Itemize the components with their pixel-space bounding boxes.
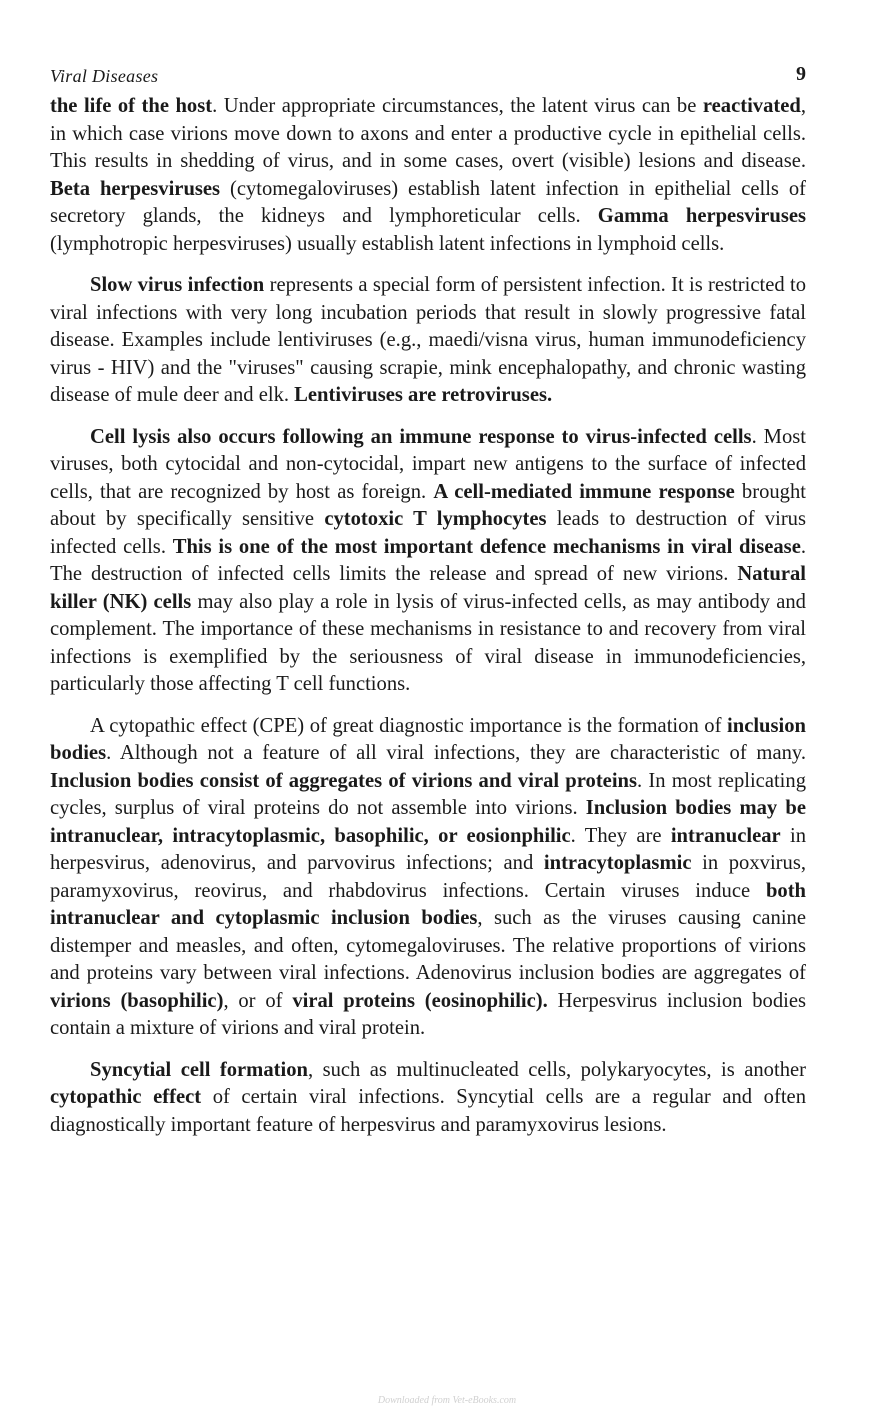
bold-term: cytopathic effect xyxy=(50,1086,202,1108)
download-watermark: Downloaded from Vet-eBooks.com xyxy=(377,1395,517,1406)
text-run: , in which case virions move down to axons and enter a productive cycle in epithelial cells. This results in shedding of virus, and in some cases, overt (visible) lesions and disease. xyxy=(50,95,806,172)
text-run: A cytopathic effect (CPE) of great diagnostic importance is the formation of xyxy=(90,714,728,737)
bold-term: Gamma herpesviruses xyxy=(597,205,806,227)
text-run: may also play a role in lysis of virus-infected cells, as may antibody and complement. The importance of these mechanisms in resistance to and recovery from viral infections is exemplified by the seriousness of viral disease in immunodeficiencies, particularly those affecting T cell functions. xyxy=(50,590,806,695)
running-header xyxy=(50,58,806,88)
text-run: in herpesvirus, adenovirus, and parvovirus infections; and xyxy=(50,824,806,874)
text-run: . In most replicating cycles, surplus of viral proteins do not assemble into virions. xyxy=(50,769,806,819)
paragraph xyxy=(50,713,806,1043)
text-run: brought about by specifically sensitive xyxy=(50,480,806,530)
bold-term: Inclusion bodies may be intranuclear, intracytoplasmic, basophilic, or eosionphilic xyxy=(50,797,806,847)
bold-term: virions (basophilic) xyxy=(50,989,224,1012)
paragraph xyxy=(50,93,806,258)
text-run: , such as the viruses causing canine distemper and measles, and often, cytomegaloviruses. The relative proportions of virions and proteins vary between viral infections. Adenovirus inclusion bodies are aggregates of xyxy=(50,907,806,984)
bold-term: Lentiviruses are retroviruses. xyxy=(294,384,553,406)
bold-term: Inclusion bodies consist of aggregates of virions and viral proteins xyxy=(50,769,638,792)
text-run: . Most viruses, both cytocidal and non-cytocidal, impart new antigens to the surface of infected cells, that are recognized by host as foreign. xyxy=(50,425,806,503)
bold-term: reactivated xyxy=(702,95,801,117)
page xyxy=(50,58,806,1153)
text-run: (cytomegaloviruses) establish latent infection in epithelial cells of secretory glands, the kidneys and lymphoreticular cells. xyxy=(50,177,806,227)
text-run: (lymphotropic herpesviruses) usually establish latent infections in lymphoid cells. xyxy=(50,232,725,255)
bold-term: viral proteins (eosinophilic). xyxy=(292,989,548,1012)
bold-term: inclusion bodies xyxy=(50,714,806,764)
bold-term: the life of the host xyxy=(50,95,213,117)
bold-term: Beta herpesviruses xyxy=(50,177,221,200)
text-run: . Under appropriate circumstances, the latent virus can be xyxy=(212,95,703,117)
text-run: Herpesvirus inclusion bodies contain a mixture of virions and viral protein. xyxy=(50,989,806,1039)
bold-term: intracytoplasmic xyxy=(543,852,692,874)
text-run: , such as multinucleated cells, polykaryocytes, is another xyxy=(307,1058,806,1081)
text-run: . They are xyxy=(570,824,671,847)
bold-term: intranuclear xyxy=(670,824,781,847)
text-run: in poxvirus, paramyxovirus, reovirus, and rhabdovirus infections. Certain viruses induce xyxy=(50,852,806,902)
bold-term: Natural killer (NK) cells xyxy=(50,563,806,613)
bold-term: cytotoxic T lymphocytes xyxy=(324,508,547,530)
bold-term: This is one of the most important defence mechanisms in viral disease xyxy=(172,535,801,558)
text-run: of certain viral infections. Syncytial cells are a regular and often diagnostically important feature of herpesvirus and paramyxovirus lesions. xyxy=(50,1086,806,1136)
bold-term: Syncytial cell formation xyxy=(90,1058,308,1081)
body-text xyxy=(50,93,806,1139)
running-title: Viral Diseases xyxy=(50,66,159,86)
paragraph xyxy=(50,272,806,410)
text-run: . Although not a feature of all viral infections, they are characteristic of many. xyxy=(106,742,806,764)
paragraph xyxy=(50,424,806,699)
text-run: leads to destruction of virus infected cells. xyxy=(50,508,806,558)
bold-term: A cell-mediated immune response xyxy=(433,480,735,503)
bold-term: Cell lysis also occurs following an immune response to virus-infected cells xyxy=(90,425,752,448)
text-run: . The destruction of infected cells limits the release and spread of new virions. xyxy=(50,535,806,585)
bold-term: both intranuclear and cytoplasmic inclusion bodies xyxy=(50,879,806,929)
bold-term: Slow virus infection xyxy=(90,274,265,296)
page-number: 9 xyxy=(796,63,806,85)
text-run: , or of xyxy=(223,989,293,1012)
paragraph xyxy=(50,1057,806,1140)
text-run: represents a special form of persistent infection. It is restricted to viral infections with very long incubation periods that result in slowly progressive fatal disease. Examples include lentiviruses (e.g., maedi/visna virus, human immunodeficiency virus - HIV) and the "viruses" causing scrapie, mink encephalopathy, and chronic wasting disease of mule deer and elk. xyxy=(50,274,806,406)
